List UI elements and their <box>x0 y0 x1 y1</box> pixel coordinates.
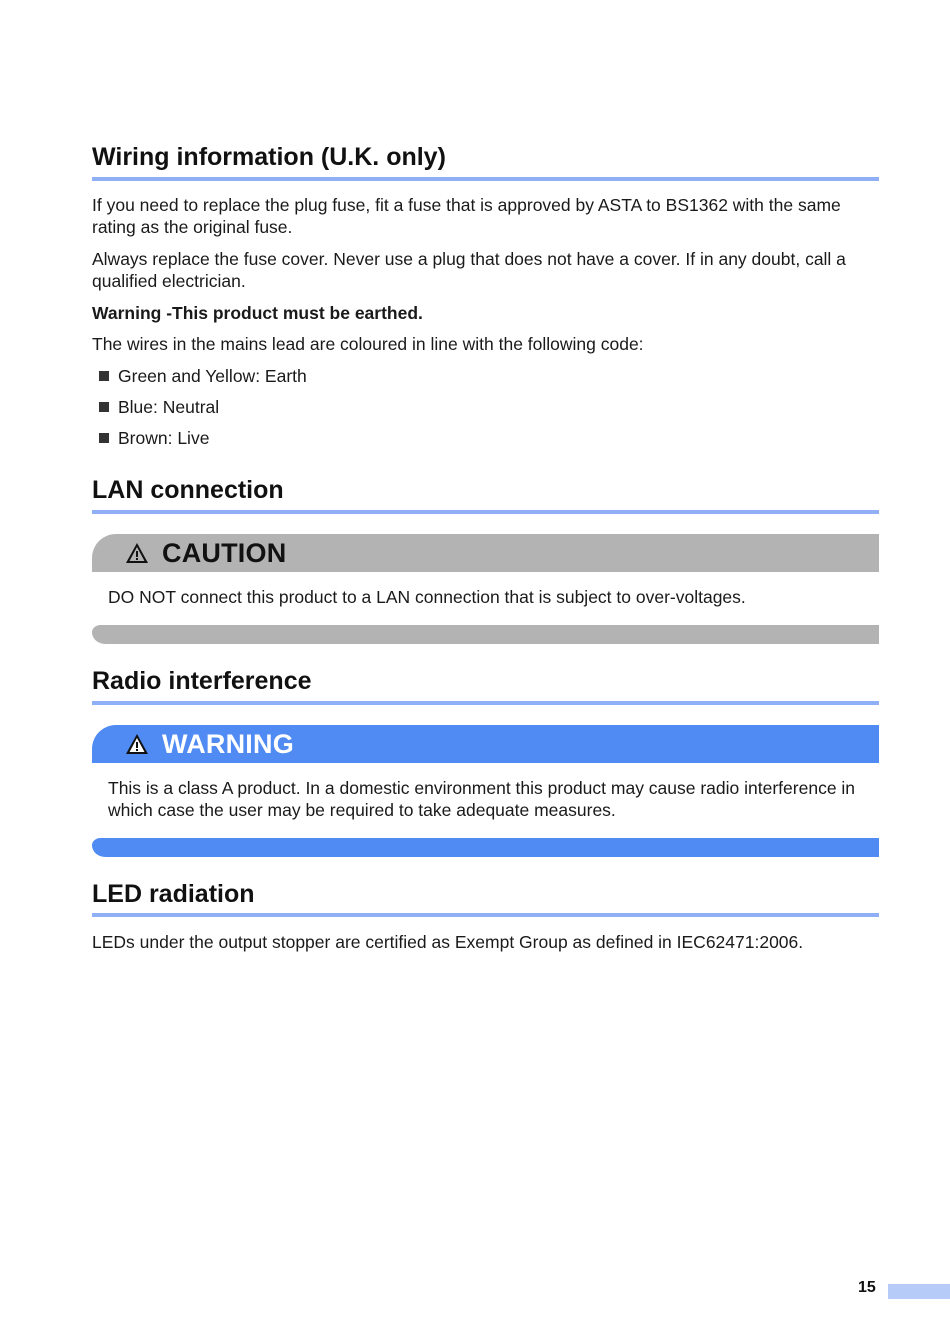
section-title-lan: LAN connection <box>92 476 284 504</box>
section-title-wiring: Wiring information (U.K. only) <box>92 143 446 171</box>
section-rule-radio <box>92 701 879 705</box>
wiring-paragraph-cover: Always replace the fuse cover. Never use a plug that does not have a cover. If in any doubt, call a qualified electrician. <box>92 249 846 291</box>
warning-triangle-icon <box>125 733 149 755</box>
list-item-text: Blue: Neutral <box>118 397 220 417</box>
caution-callout-footer <box>92 625 879 644</box>
section-title-radio: Radio interference <box>92 667 312 695</box>
list-item-text: Brown: Live <box>118 428 210 448</box>
section-rule-wiring <box>92 177 879 181</box>
square-bullet-icon <box>99 371 109 381</box>
list-item <box>99 427 209 449</box>
warning-label: WARNING <box>162 729 294 759</box>
section-rule-led <box>92 913 879 917</box>
square-bullet-icon <box>99 433 109 443</box>
caution-callout-text: DO NOT connect this product to a LAN connection that is subject to over-voltages. <box>108 587 746 607</box>
wiring-paragraph-code: The wires in the mains lead are coloured in line with the following code: <box>92 334 644 354</box>
warning-callout-text: This is a class A product. In a domestic environment this product may cause radio interference in which case the user may be required to take adequate measures. <box>108 778 856 820</box>
section-rule-lan <box>92 510 879 514</box>
section-title-led: LED radiation <box>92 880 255 908</box>
page-number: 15 <box>858 1279 876 1296</box>
caution-label: CAUTION <box>162 538 287 568</box>
caution-callout-header <box>92 534 879 572</box>
list-item <box>99 396 219 418</box>
warning-callout-footer <box>92 838 879 857</box>
led-paragraph: LEDs under the output stopper are certified as Exempt Group as defined in IEC62471:2006. <box>92 932 804 952</box>
list-item-text: Green and Yellow: Earth <box>118 366 307 386</box>
wiring-earth-warning: Warning -This product must be earthed. <box>92 303 423 323</box>
wiring-paragraph-fuse: If you need to replace the plug fuse, fit a fuse that is approved by ASTA to BS1362 with the same rating as the original fuse. <box>92 195 841 237</box>
page-tab <box>888 1284 950 1299</box>
square-bullet-icon <box>99 402 109 412</box>
warning-callout-header <box>92 725 879 763</box>
warning-triangle-icon <box>125 542 149 564</box>
list-item <box>99 365 307 387</box>
